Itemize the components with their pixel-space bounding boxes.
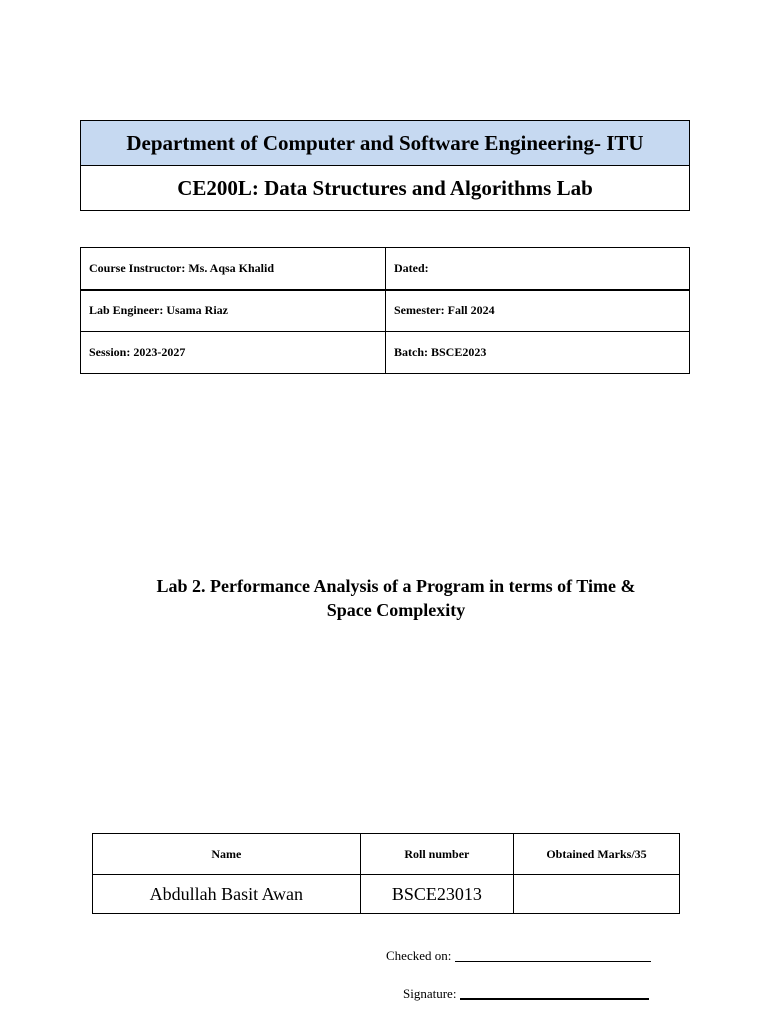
lab-title-line-2: Space Complexity	[326, 600, 466, 620]
checked-on-row	[386, 948, 651, 964]
roll-number-cell: BSCE23013	[360, 875, 513, 914]
instructor-cell: Course Instructor: Ms. Aqsa Khalid	[81, 248, 386, 290]
batch-cell: Batch: BSCE2023	[386, 332, 690, 374]
table-row	[81, 332, 690, 374]
checked-on-label: Checked on:	[386, 948, 452, 963]
roll-number-header: Roll number	[360, 834, 513, 875]
obtained-marks-cell	[514, 875, 680, 914]
session-cell: Session: 2023-2027	[81, 332, 386, 374]
document-header	[80, 120, 690, 211]
signature-label: Signature:	[403, 986, 457, 1001]
semester-cell: Semester: Fall 2024	[386, 290, 690, 332]
table-row	[81, 248, 690, 290]
course-title: CE200L: Data Structures and Algorithms Lab	[177, 175, 593, 200]
lab-engineer-cell: Lab Engineer: Usama Riaz	[81, 290, 386, 332]
signature-row	[403, 986, 649, 1002]
course-info-table	[80, 247, 690, 374]
signature-line	[460, 997, 649, 1000]
dated-cell: Dated:	[386, 248, 690, 290]
table-row	[93, 875, 680, 914]
student-name-cell: Abdullah Basit Awan	[93, 875, 361, 914]
table-header-row	[93, 834, 680, 875]
department-title: Department of Computer and Software Engineering- ITU	[81, 121, 689, 166]
checked-on-line	[455, 960, 651, 962]
student-info-table	[92, 833, 680, 914]
name-header: Name	[93, 834, 361, 875]
obtained-marks-header: Obtained Marks/35	[514, 834, 680, 875]
lab-title	[80, 574, 712, 622]
lab-title-line-1: Lab 2. Performance Analysis of a Program in terms of Time &	[156, 576, 636, 596]
table-row	[81, 290, 690, 332]
